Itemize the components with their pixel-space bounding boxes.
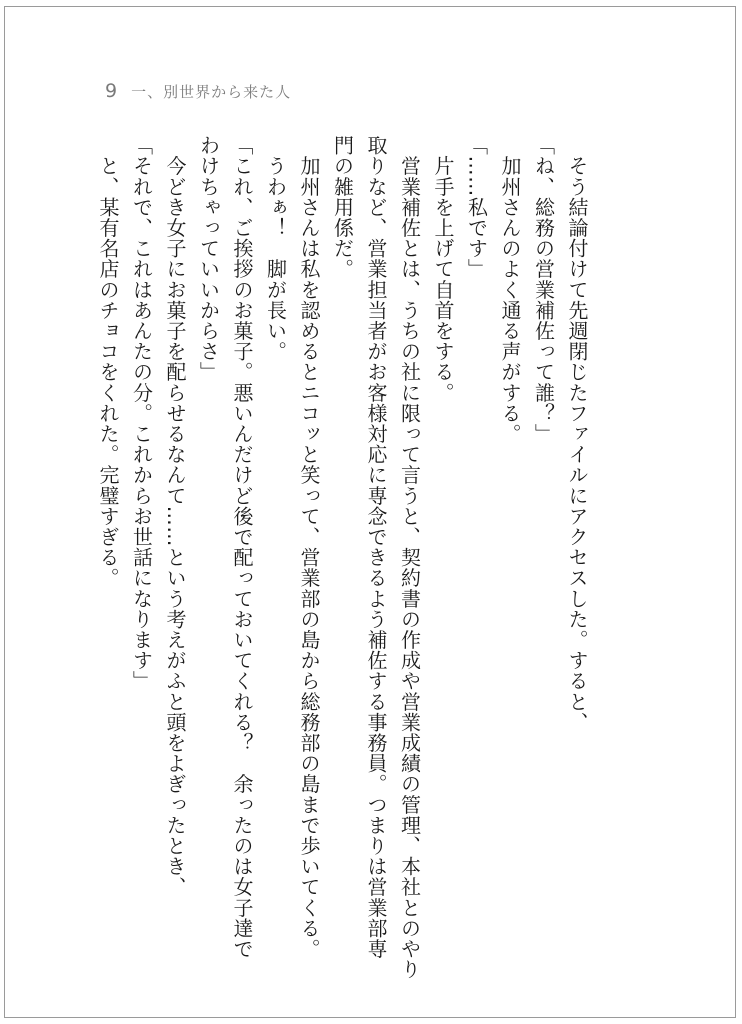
text-line: うわぁ！ 脚が長い。	[263, 135, 288, 362]
text-line: 門の雑用係だ。	[330, 135, 355, 280]
text-line: 今どき女子にお菓子を配らせるなんて……という考えがふと頭をよぎったとき、	[163, 135, 187, 898]
text-line: 取りなど、営業担当者がお客様対応に専念できるよう補佐する事務員。つまりは営業部専	[364, 135, 388, 959]
text-line: 加州さんは私を認めるとニコッと笑って、営業部の島から総務部の島まで歩いてくる。	[297, 135, 321, 959]
text-line: 加州さんのよく通る声がする。	[498, 135, 522, 444]
chapter-title: 一、別世界から来た人	[131, 82, 292, 101]
text-line: と、某有名店のチョコをくれた。完璧すぎる。	[96, 135, 120, 589]
text-line: 「これ、ご挨拶のお菓子。悪いんだけど後で配っておいてくれる？ 余ったのは女子達で	[230, 135, 254, 959]
text-line: そう結論付けて先週閉じたファイルにアクセスした。すると、	[565, 135, 589, 733]
text-line: 「ね、総務の営業補佐って誰？」	[531, 135, 556, 444]
text-line: 営業補佐とは、うちの社に限って言うと、契約書の作成や営業成績の管理、本社とのやり	[397, 135, 422, 980]
running-head	[105, 73, 291, 109]
text-line: わけちゃっていいからさ」	[196, 135, 221, 383]
book-page	[4, 6, 736, 1018]
page-number: 9	[105, 80, 118, 102]
body-text	[91, 135, 594, 980]
text-line: 片手を上げて自首をする。	[431, 135, 455, 403]
text-line: 「……私です」	[464, 135, 489, 280]
text-line: 「それで、これはあんたの分。これからお世話になります」	[129, 135, 154, 692]
